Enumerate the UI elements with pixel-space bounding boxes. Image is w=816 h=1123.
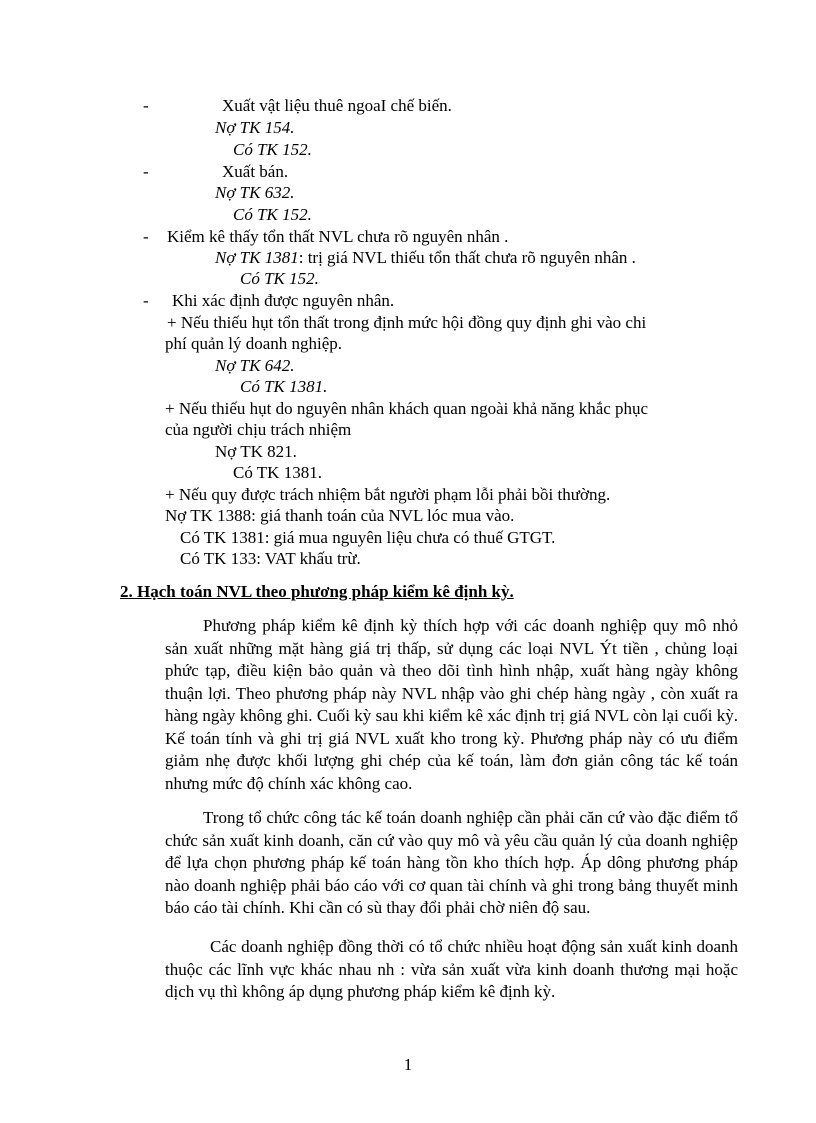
- entry-line: của người chịu trách nhiệm: [165, 420, 352, 439]
- debit-account: Nợ TK 821.: [215, 442, 297, 461]
- account-description: : trị giá NVL thiếu tổn thất chưa rõ nguyên nhân .: [298, 248, 636, 267]
- bullet-dash: -: [143, 291, 149, 310]
- credit-account: Có TK 152.: [240, 269, 319, 288]
- entry-line: Xuất bán.: [222, 162, 289, 181]
- bullet-dash: -: [143, 227, 149, 246]
- body-paragraph: Phương pháp kiểm kê định kỳ thích hợp với các doanh nghiệp quy mô nhỏ sản xuất những mặt hàng giá trị thấp, sử dụng các loại NVL Ýt tiền , chủng loại phức tạp, điều kiện bảo quản và theo dõi tình hình nhập, xuất hàng ngày không thuận lợi. Theo phương pháp này NVL nhập vào ghi chép hàng ngày , còn xuất ra hàng ngày không ghi. Cuối kỳ sau khi kiểm kê xác định trị giá NVL còn lại cuối kỳ. Kế toán tính và ghi trị giá NVL xuất kho trong kỳ. Phương pháp này có ưu điểm giảm nhẹ được khối lượng ghi chép của kế toán, làm đơn giản công tác kế toán nhưng mức độ chính xác không cao.: [165, 616, 738, 793]
- page-number: 1: [403, 1055, 413, 1074]
- credit-account: Có TK 1381.: [233, 463, 322, 482]
- debit-account: Nợ TK 632.: [215, 183, 295, 202]
- entry-line-mixed: [215, 248, 636, 268]
- section-heading: 2. Hạch toán NVL theo phương pháp kiểm kê định kỳ.: [120, 582, 514, 601]
- credit-account: Có TK 1381: giá mua nguyên liệu chưa có thuế GTGT.: [180, 528, 556, 547]
- bullet-dash: -: [143, 96, 149, 115]
- credit-account: Có TK 152.: [233, 205, 312, 224]
- entry-line: + Nếu thiếu hụt do nguyên nhân khách quan ngoài khả năng khắc phục: [165, 399, 649, 418]
- credit-account: Có TK 1381.: [240, 377, 328, 396]
- entry-line: Xuất vật liệu thuê ngoaI chế biến.: [222, 96, 452, 115]
- entry-line: + Nếu quy được trách nhiệm bắt người phạm lỗi phải bồi thường.: [165, 485, 611, 504]
- entry-line: + Nếu thiếu hụt tổn thất trong định mức hội đồng quy định ghi vào chi: [167, 313, 647, 332]
- entry-line: phí quản lý doanh nghiệp.: [165, 334, 343, 353]
- credit-account: Có TK 133: VAT khấu trừ.: [180, 549, 361, 568]
- body-paragraph: Các doanh nghiệp đồng thời có tổ chức nhiều hoạt động sản xuất kinh doanh thuộc các lĩnh vực khác nhau nh : vừa sản xuất vừa kinh doanh thương mại hoặc dịch vụ thì không áp dụng phương pháp kiểm kê định kỳ.: [165, 937, 738, 1001]
- debit-account: Nợ TK 1388: giá thanh toán của NVL lóc mua vào.: [165, 506, 515, 525]
- credit-account: Có TK 152.: [233, 140, 312, 159]
- entry-line: Kiểm kê thấy tổn thất NVL chưa rõ nguyên nhân .: [167, 227, 509, 246]
- debit-account: Nợ TK 642.: [215, 356, 295, 375]
- entry-line: Khi xác định được nguyên nhân.: [172, 291, 395, 310]
- bullet-dash: -: [143, 162, 149, 181]
- debit-account: Nợ TK 154.: [215, 118, 295, 137]
- debit-account: Nợ TK 1381: [215, 248, 299, 267]
- body-paragraph: Trong tổ chức công tác kế toán doanh nghiệp cần phải căn cứ vào đặc điểm tổ chức sản xuất kinh doanh, căn cứ vào quy mô và yêu cầu quản lý của doanh nghiệp để lựa chọn phương pháp kế toán hàng tồn kho thích hợp. Áp dông phương pháp nào doanh nghiệp phải báo cáo với cơ quan tài chính và ghi trong bảng thuyết minh báo cáo tài chính. Khi cần có sù thay đổi phải chờ niên độ sau.: [165, 808, 738, 917]
